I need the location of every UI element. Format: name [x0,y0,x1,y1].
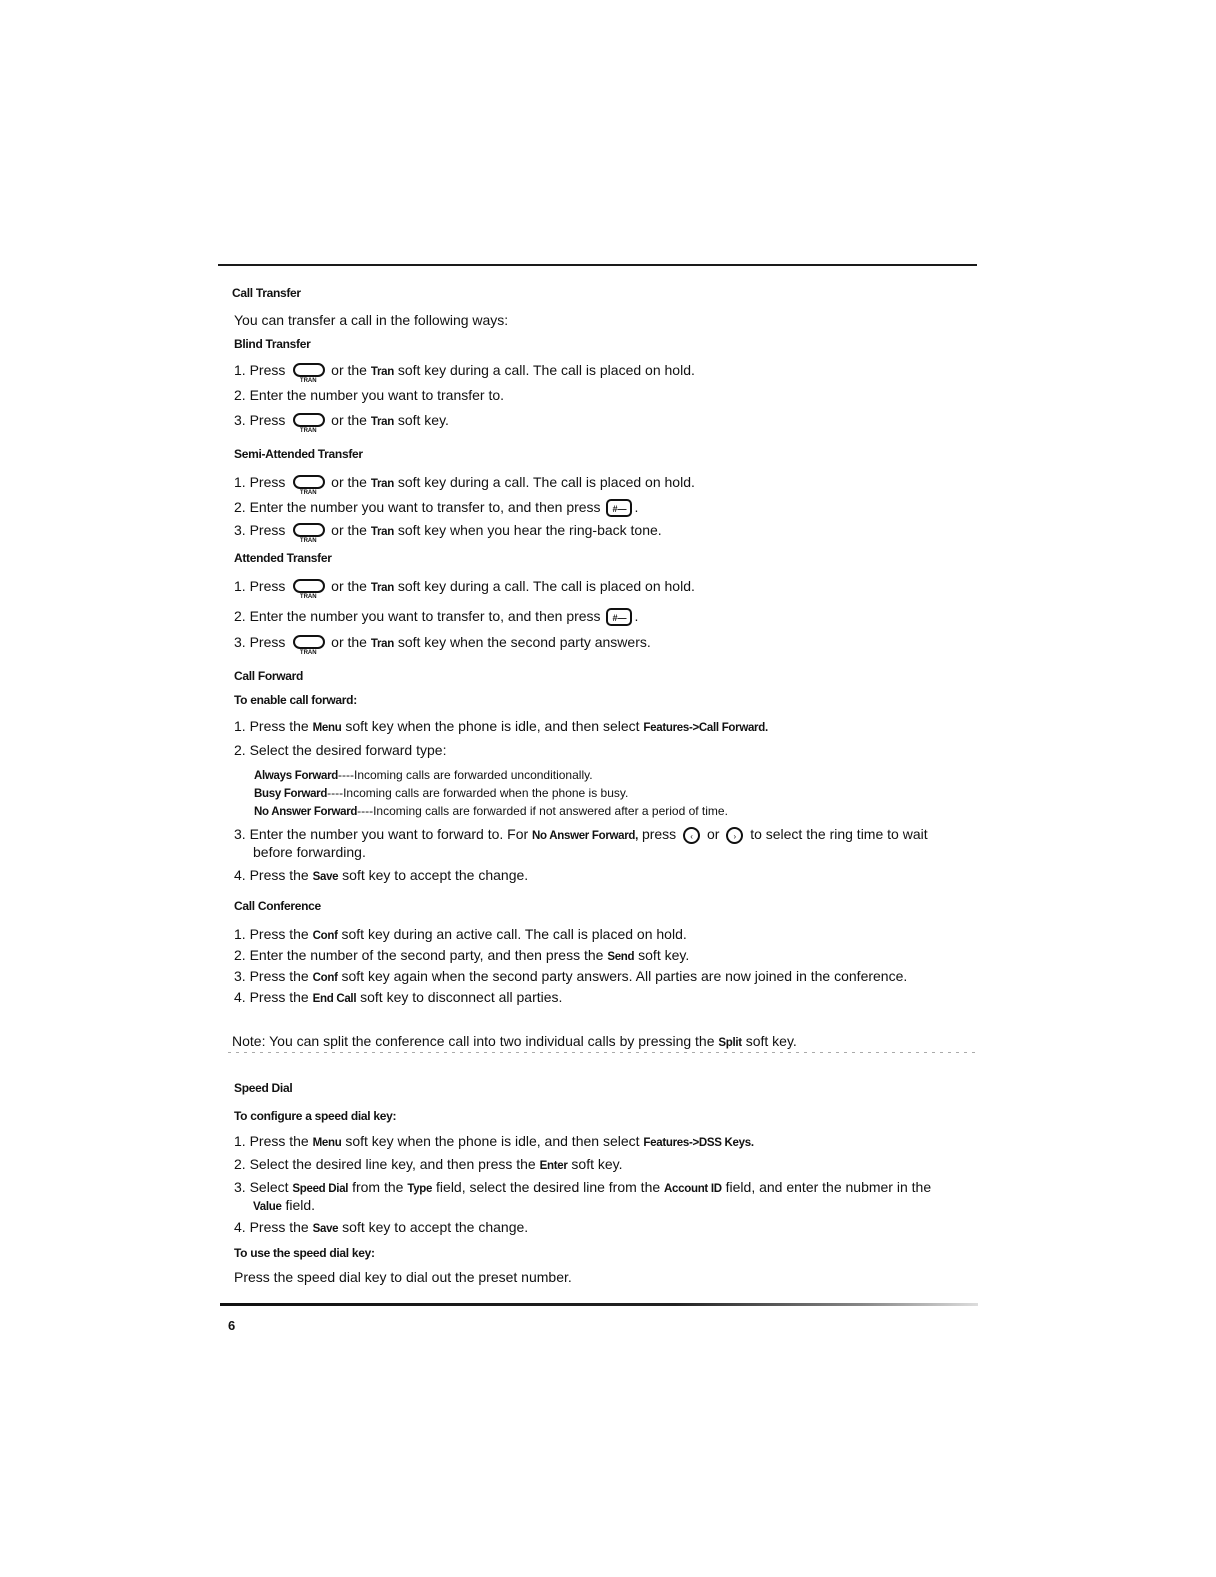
step-text: Press [249,474,286,490]
tran-key-icon [291,362,325,385]
step-text: soft key during an active call. The call is placed on hold. [341,926,687,942]
step-text: or the [331,474,367,490]
conference-step-4 [234,989,562,1007]
step-text: or the [331,578,367,594]
forward-type-name: Always Forward [254,770,338,782]
forward-type-name: Busy Forward [254,788,328,800]
note-text: Note: You can split the conference call into two individual calls by pressing the [232,1033,715,1049]
attended-heading: Attended Transfer [234,551,332,565]
step-text: soft key when the phone is idle, and then select [345,1133,640,1149]
field-value: Speed Dial [292,1183,349,1195]
step-number: 2. [234,1156,246,1172]
step-number: 3. [234,634,246,650]
forward-type-busy [254,785,628,802]
soft-key-name: Save [312,1223,339,1235]
tran-key-label: TRAN [299,538,317,545]
blind-step-3 [234,412,449,435]
step-number: 1. [234,362,246,378]
field-name: Account ID [664,1183,722,1195]
step-number: 2. [234,608,246,624]
step-text: Select the desired forward type: [249,742,447,758]
step-text: Select [249,1179,289,1195]
tran-key-icon [291,412,325,435]
forward-type-desc: ----Incoming calls are forwarded when the phone is busy. [327,786,629,800]
conference-step-1 [234,926,687,944]
step-text: Enter the number you want to transfer to, and then press [249,499,601,515]
soft-key-name: Send [607,951,635,963]
call-forward-subheading: To enable call forward: [234,693,357,707]
step-text: or the [331,522,367,538]
conference-note [232,1033,797,1051]
step-text: soft key when the second party answers. [397,634,651,650]
soft-key-name: Save [312,871,339,883]
hash-key-icon: #— [606,608,632,626]
tran-key-icon [291,578,325,601]
step-text: soft key. [638,947,690,963]
forward-step-4 [234,867,528,885]
note-text: soft key. [745,1033,797,1049]
soft-key-name: Menu [312,722,342,734]
speed-dial-use-subheading: To use the speed dial key: [234,1246,375,1260]
step-text: Select the desired line key, and then press the [249,1156,536,1172]
blind-step-2 [234,387,504,403]
semi-attended-heading: Semi-Attended Transfer [234,447,363,461]
forward-step-2 [234,742,446,758]
soft-key-name: Conf [312,972,338,984]
step-text: to select the ring time to wait [750,826,928,842]
blind-transfer-heading: Blind Transfer [234,337,311,351]
soft-key-name: Tran [370,638,394,650]
step-text: Press the [249,1133,309,1149]
step-text: Press the [249,989,309,1005]
step-number: 2. [234,947,246,963]
step-text: Press [249,578,286,594]
soft-key-name: Tran [370,582,394,594]
conference-step-2 [234,947,689,965]
tran-key-label: TRAN [299,650,317,657]
step-text: Enter the number you want to forward to. For [249,826,529,842]
step-text: from the [352,1179,404,1195]
forward-step-3 [234,826,928,844]
tran-key-label: TRAN [299,428,317,435]
step-text: or the [331,412,367,428]
step-number: 1. [234,1133,246,1149]
step-text: Press the [249,926,309,942]
tran-key-label: TRAN [299,378,317,385]
tran-key-icon [291,474,325,497]
step-text: . [634,608,639,624]
top-rule [218,264,977,266]
bottom-rule [220,1303,978,1306]
step-text: soft key to accept the change. [342,1219,529,1235]
step-text: or the [331,634,367,650]
tran-key-icon [291,522,325,545]
soft-key-name: Conf [312,930,338,942]
note-divider [228,1052,978,1053]
soft-key-name: Split [718,1037,742,1049]
attended-step-3 [234,634,651,657]
step-text: Press the [249,718,309,734]
step-number: 3. [234,522,246,538]
semi-step-2 [234,499,638,517]
page-number: 6 [228,1318,236,1333]
step-text: Press [249,634,286,650]
step-text: soft key during a call. The call is placed on hold. [397,474,695,490]
soft-key-name: Tran [370,526,394,538]
step-text: Press the [249,1219,309,1235]
hash-key-icon: #— [606,499,632,517]
step-number: 1. [234,718,246,734]
step-text: or [706,826,720,842]
call-transfer-heading: Call Transfer [232,286,301,300]
soft-key-name: Tran [370,478,394,490]
step-text: soft key. [571,1156,623,1172]
step-text: Enter the number you want to transfer to. [249,387,505,403]
step-text: field. [285,1197,316,1213]
forward-step-1 [234,718,768,736]
speed-dial-config-subheading: To configure a speed dial key: [234,1109,397,1123]
step-text: Enter the number of the second party, and then press the [249,947,604,963]
step-text: soft key to accept the change. [342,867,529,883]
step-text: Enter the number you want to transfer to, and then press [249,608,601,624]
step-number: 3. [234,968,246,984]
forward-step-3-continued: before forwarding. [253,844,366,860]
speed-dial-step-1 [234,1133,754,1151]
tran-key-icon [291,634,325,657]
tran-key-label: TRAN [299,594,317,601]
semi-step-1 [234,474,695,497]
step-number: 4. [234,867,246,883]
step-text: Press the [249,867,309,883]
forward-type-always [254,767,593,784]
field-name: Value [253,1201,282,1213]
call-conference-heading: Call Conference [234,899,321,913]
soft-key-name: Tran [370,366,394,378]
soft-key-name: Enter [539,1160,568,1172]
step-text: Press [249,362,286,378]
soft-key-name: Tran [370,416,394,428]
forward-type-no-answer [254,803,728,820]
speed-dial-step-4 [234,1219,528,1237]
step-number: 3. [234,826,246,842]
step-number: 2. [234,387,246,403]
step-text: or the [331,362,367,378]
step-text: Press [249,412,286,428]
tran-key-label: TRAN [299,490,317,497]
step-number: 2. [234,499,246,515]
step-number: 1. [234,926,246,942]
step-number: 4. [234,989,246,1005]
attended-step-1 [234,578,695,601]
step-text: field, and enter the nubmer in the [725,1179,932,1195]
call-transfer-intro: You can transfer a call in the following ways: [234,312,509,328]
attended-step-2 [234,608,638,626]
blind-step-1 [234,362,695,385]
step-text: soft key during a call. The call is placed on hold. [397,362,695,378]
step-text: soft key. [397,412,449,428]
forward-type-name: No Answer Forward [254,806,358,818]
step-text: Press [249,522,286,538]
soft-key-name: End Call [312,993,357,1005]
call-forward-heading: Call Forward [234,669,304,683]
step-number: 3. [234,412,246,428]
step-number: 3. [234,1179,246,1195]
step-number: 4. [234,1219,246,1235]
step-text: field, select the desired line from the [436,1179,661,1195]
step-number: 2. [234,742,246,758]
step-text: soft key when the phone is idle, and then select [345,718,640,734]
step-text: . [634,499,639,515]
forward-type-name: No Answer Forward, [532,830,639,842]
forward-type-desc: ----Incoming calls are forwarded if not answered after a period of time. [357,804,728,818]
menu-path: Features->DSS Keys. [643,1137,754,1149]
left-arrow-key-icon: ‹ [683,827,700,844]
step-text: press [641,826,677,842]
right-arrow-key-icon: › [726,827,743,844]
speed-dial-step-3 [234,1179,931,1197]
step-text: Press the [249,968,309,984]
speed-dial-step-3-continued [253,1197,315,1215]
forward-type-desc: ----Incoming calls are forwarded unconditionally. [338,768,593,782]
field-name: Type [407,1183,433,1195]
step-text: soft key to disconnect all parties. [360,989,563,1005]
step-text: soft key during a call. The call is placed on hold. [397,578,695,594]
step-number: 1. [234,578,246,594]
step-number: 1. [234,474,246,490]
step-text: soft key when you hear the ring-back tone. [397,522,662,538]
speed-dial-step-2 [234,1156,623,1174]
menu-path: Features->Call Forward. [643,722,768,734]
speed-dial-heading: Speed Dial [234,1081,293,1095]
soft-key-name: Menu [312,1137,342,1149]
semi-step-3 [234,522,662,545]
speed-dial-use-text: Press the speed dial key to dial out the preset number. [234,1269,572,1285]
step-text: soft key again when the second party answers. All parties are now joined in the conference. [341,968,908,984]
conference-step-3 [234,968,907,986]
